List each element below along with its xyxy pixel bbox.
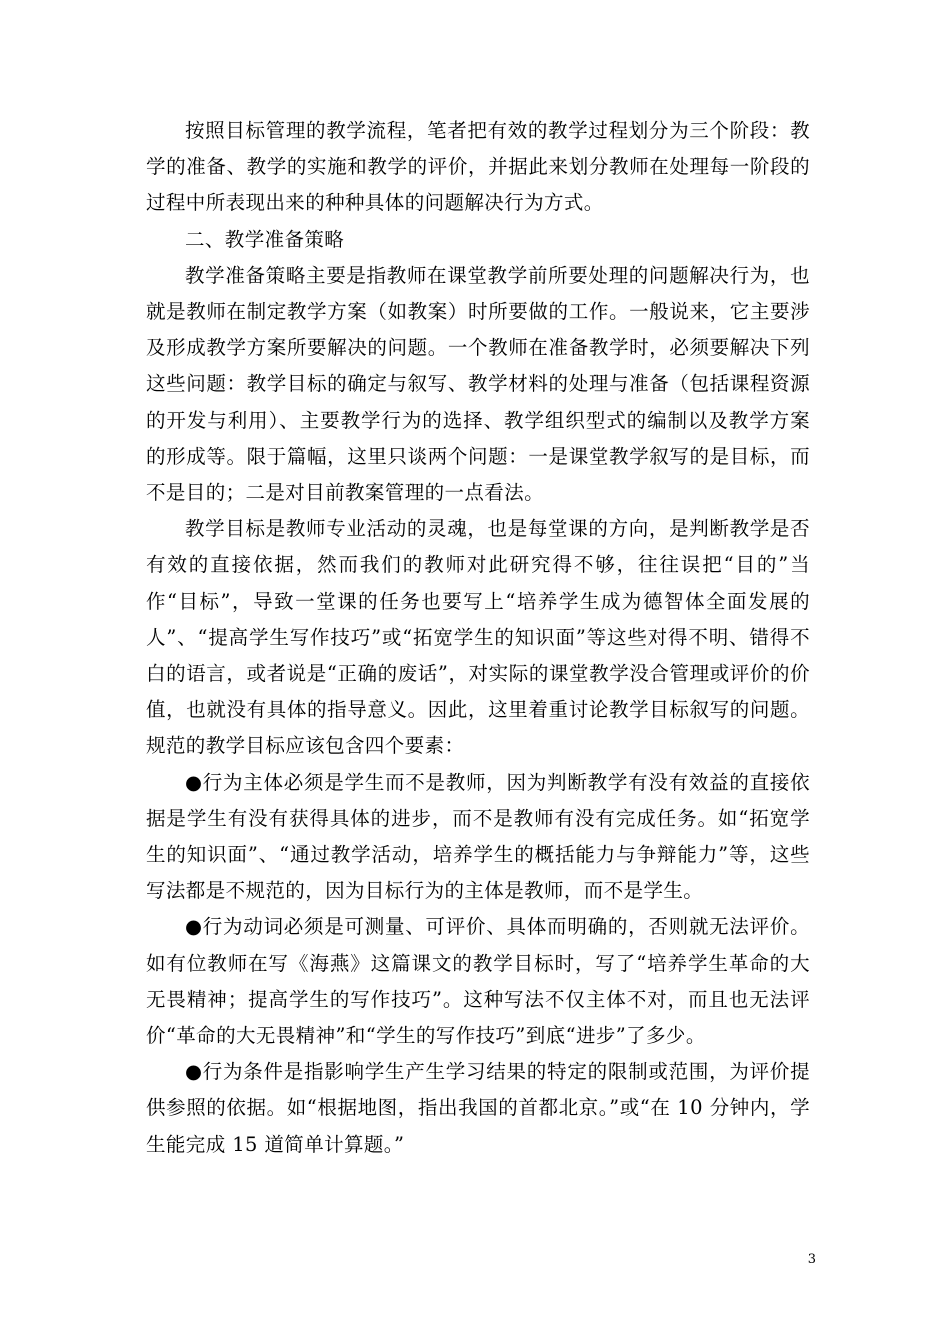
bullet-behavior-subject: ●行为主体必须是学生而不是教师，因为判断教学有没有效益的直接依据是学生有没有获得具体的进步，而不是教师有没有完成任务。如“拓宽学生的知识面”、“通过教学活动，培养学生的概括能力与争辩能力”等，这些写法都是不规范的，因为目标行为的主体是教师，而不是学生。 [146,770,810,903]
paragraph-teaching-objectives: 教学目标是教师专业活动的灵魂，也是每堂课的方向，是判断教学是否有效的直接依据，然而我们的教师对此研究得不够，往往误把“目的”当作“目标”，导致一堂课的任务也要写上“培养学生成为德智体全面发展的人”、“提高学生写作技巧”或“拓宽学生的知识面”等这些对得不明、错得不白的语言，或者说是“正确的废话”，对实际的课堂教学没合管理或评价的价值，也就没有具体的指导意义。因此，这里着重讨论教学目标叙写的问题。规范的教学目标应该包含四个要素： [146,517,810,758]
body-text [146,113,810,1163]
paragraph-preparation-strategy: 教学准备策略主要是指教师在课堂教学前所要处理的问题解决行为，也就是教师在制定教学方案（如教案）时所要做的工作。一般说来，它主要涉及形成教学方案所要解决的问题。一个教师在准备教学时，必须要解决下列这些问题：教学目标的确定与叙写、教学材料的处理与准备（包括课程资源的开发与利用）、主要教学行为的选择、教学组织型式的编制以及教学方案的形成等。限于篇幅，这里只谈两个问题：一是课堂教学叙写的是目标，而不是目的；二是对目前教案管理的一点看法。 [146,263,810,505]
section-heading: 二、教学准备策略 [185,227,345,251]
paragraph-intro: 按照目标管理的教学流程，笔者把有效的教学过程划分为三个阶段：教学的准备、教学的实施和教学的评价，并据此来划分教师在处理每一阶段的过程中所表现出来的种种具体的问题解决行为方式。 [146,119,810,215]
bullet-behavior-condition: ●行为条件是指影响学生产生学习结果的特定的限制或范围，为评价提供参照的依据。如“根据地图，指出我国的首都北京。”或“在 10 分钟内，学生能完成 15 道简单计算题。” [146,1060,810,1156]
bullet-behavior-verb: ●行为动词必须是可测量、可评价、具体而明确的，否则就无法评价。如有位教师在写《海燕》这篇课文的教学目标时，写了“培养学生革命的大无畏精神；提高学生的写作技巧”。这种写法不仅主体不对，而且也无法评价“革命的大无畏精神”和“学生的写作技巧”到底“进步”了多少。 [146,915,810,1048]
page-number: 3 [807,1252,816,1267]
